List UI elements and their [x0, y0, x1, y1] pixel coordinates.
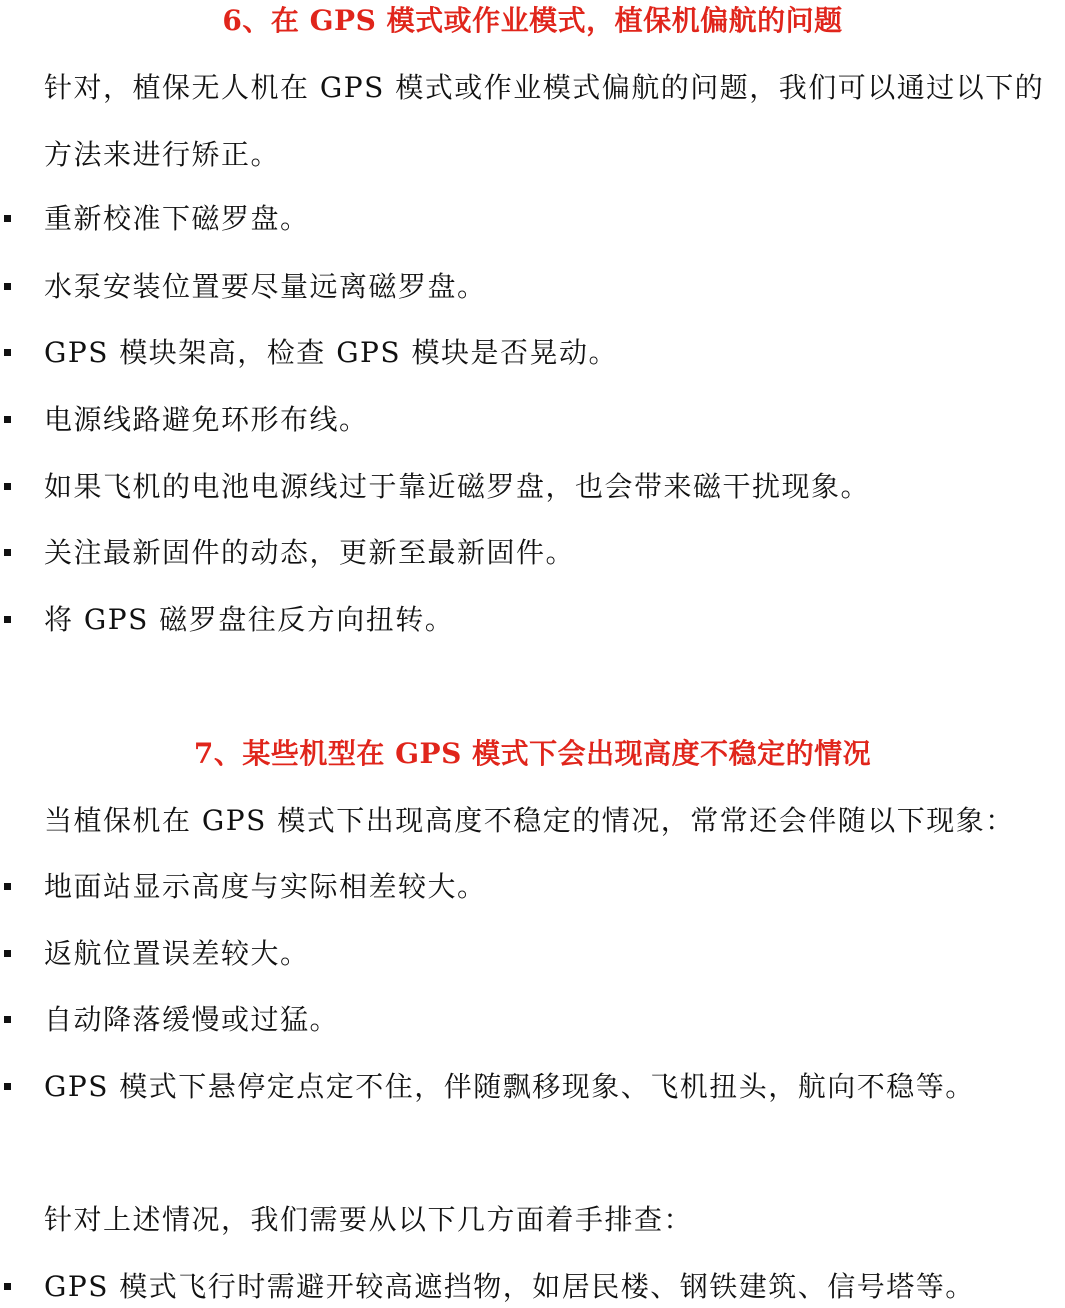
- bullet-icon: [4, 1083, 11, 1090]
- list-item-text: 关注最新固件的动态，更新至最新固件。: [44, 536, 576, 569]
- list-item-text: 将 GPS 磁罗盘往反方向扭转。: [44, 603, 455, 636]
- list-item: [0, 534, 1065, 574]
- bullet-icon: [4, 950, 11, 957]
- list-item: [0, 935, 1065, 975]
- list-item-text: 自动降落缓慢或过猛。: [44, 1003, 340, 1036]
- bullet-icon: [4, 349, 11, 356]
- list-item-text: 返航位置误差较大。: [44, 937, 310, 970]
- bullet-icon: [4, 283, 11, 290]
- list-item: [0, 1068, 1065, 1108]
- list-item: [0, 1268, 1065, 1308]
- list-item-text: 电源线路避免环形布线。: [44, 403, 369, 436]
- section-6-heading: 6、在 GPS 模式或作业模式，植保机偏航的问题: [222, 4, 843, 37]
- list-item: [0, 468, 1065, 508]
- list-item-text: 水泵安装位置要尽量远离磁罗盘。: [44, 270, 487, 303]
- section-7-followup-row: [0, 1201, 1065, 1241]
- bullet-icon: [4, 416, 11, 423]
- section-7-heading: 7、某些机型在 GPS 模式下会出现高度不稳定的情况: [193, 737, 872, 770]
- section-7-intro: 当植保机在 GPS 模式下出现高度不稳定的情况，常常还会伴随以下现象：: [44, 804, 1015, 837]
- bullet-icon: [4, 483, 11, 490]
- section-6-intro: 针对，植保无人机在 GPS 模式或作业模式偏航的问题，我们可以通过以下的方法来进行矫正。: [44, 71, 1045, 171]
- bullet-icon: [4, 215, 11, 222]
- list-item-text: 如果飞机的电池电源线过于靠近磁罗盘，也会带来磁干扰现象。: [44, 470, 871, 503]
- bullet-icon: [4, 1283, 11, 1290]
- list-item-text: 地面站显示高度与实际相差较大。: [44, 870, 487, 903]
- list-item: [0, 334, 1065, 374]
- list-item: [0, 268, 1065, 308]
- list-item: [0, 200, 1065, 240]
- list-item-text: 重新校准下磁罗盘。: [44, 202, 310, 235]
- list-item: [0, 401, 1065, 441]
- section-7-followup: 针对上述情况，我们需要从以下几方面着手排查：: [44, 1203, 694, 1236]
- section-7-intro-row: [0, 802, 1065, 842]
- list-item-text: GPS 模式飞行时需避开较高遮挡物，如居民楼、钢铁建筑、信号塔等。: [44, 1270, 975, 1303]
- bullet-icon: [4, 1016, 11, 1023]
- list-item-text: GPS 模式下悬停定点定不住，伴随飘移现象、飞机扭头，航向不稳等。: [44, 1070, 975, 1103]
- list-item: [0, 1001, 1065, 1041]
- bullet-icon: [4, 616, 11, 623]
- list-item-text: GPS 模块架高，检查 GPS 模块是否晃动。: [44, 336, 618, 369]
- bullet-icon: [4, 549, 11, 556]
- bullet-icon: [4, 883, 11, 890]
- list-item: [0, 868, 1065, 908]
- list-item: [0, 601, 1065, 641]
